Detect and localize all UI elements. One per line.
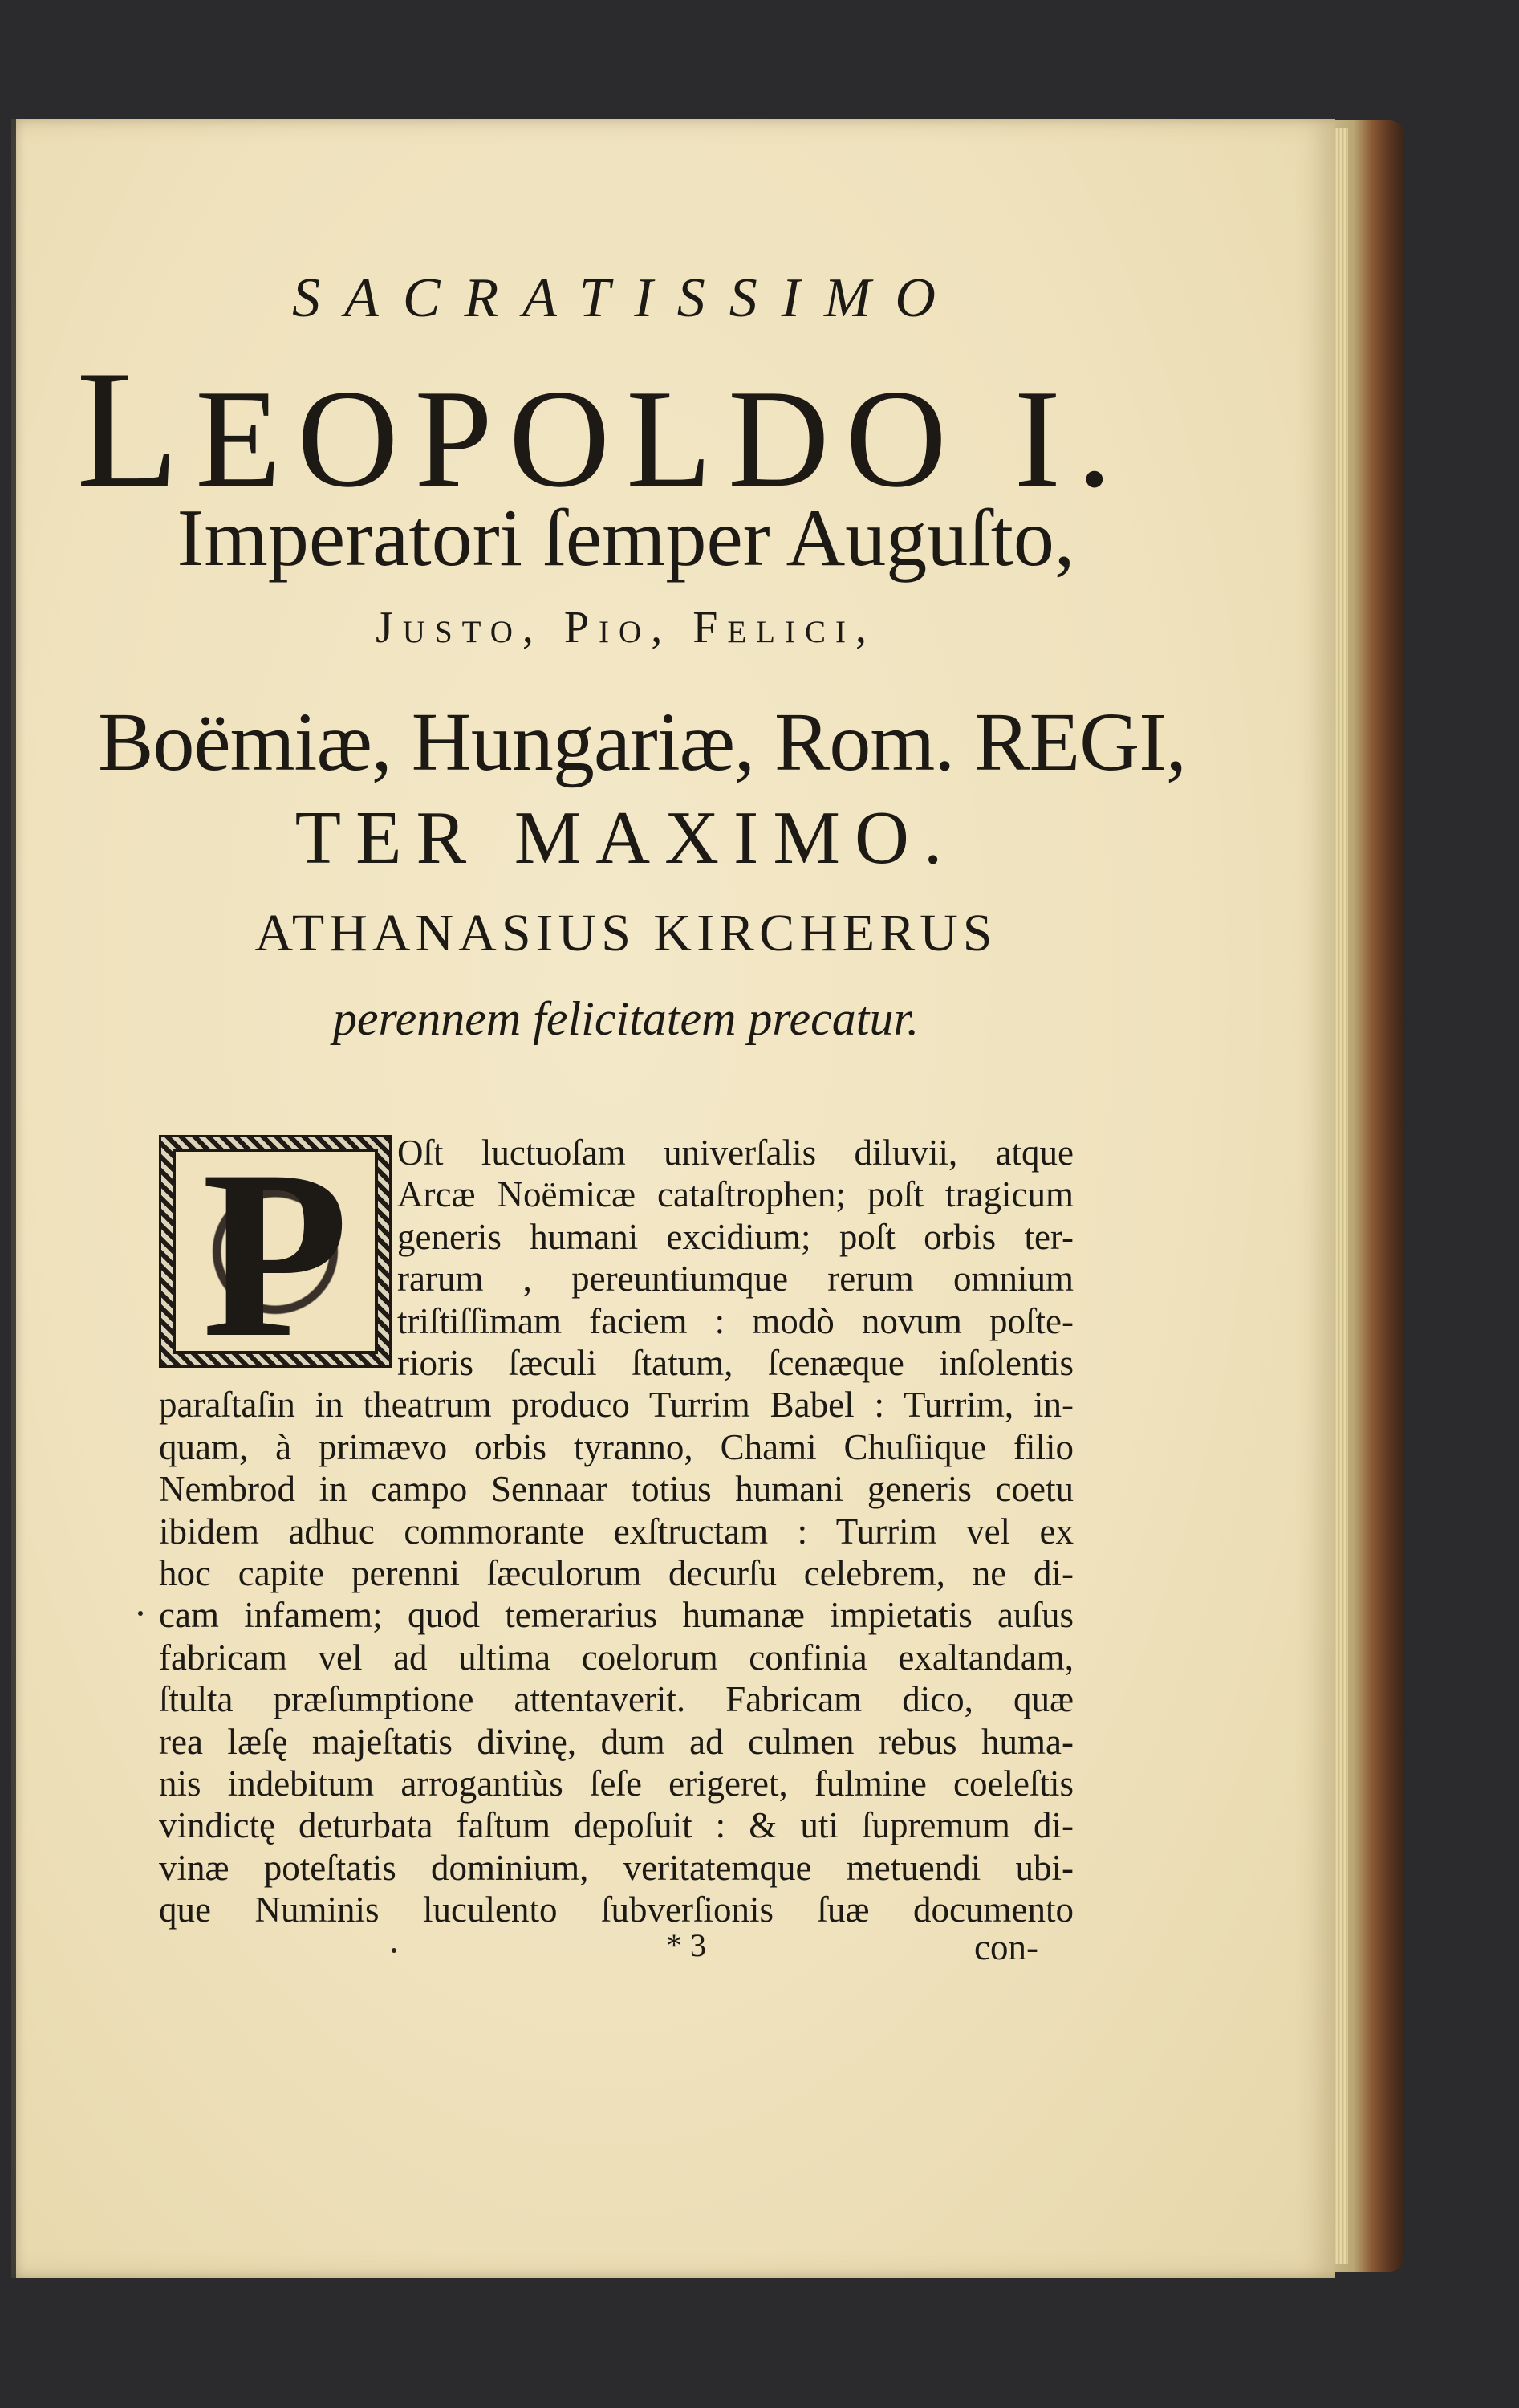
dedication-imperatori: Imperatori ſemper Auguſto, <box>177 493 1075 584</box>
page-gutter <box>11 119 16 2278</box>
body-line: generis humani excidium; poſt orbis ter- <box>397 1216 1074 1257</box>
body-line: que Numinis luculento ſubverſionis ſuæ documento <box>159 1889 1074 1930</box>
dedication-sacratissimo: SACRATISSIMO <box>292 267 960 329</box>
body-line: triſtiſſimam faciem : modò novum poſte- <box>397 1300 1074 1341</box>
dedication-iusto: Justo, Pio, Felici, <box>375 603 876 653</box>
dedication-author: ATHANASIUS KIRCHERUS <box>254 904 997 962</box>
body-line: Arcæ Noëmicæ cataſtrophen; poſt tragicum <box>397 1174 1074 1215</box>
body-line: cam infamem; quod temerarius humanæ impietatis auſus <box>159 1595 1074 1636</box>
body-line: quam, à primævo orbis tyranno, Chami Chuſiique filio <box>159 1426 1074 1467</box>
leopoldo-rest: EOPOLDO I. <box>195 360 1128 516</box>
dedication-leopoldo <box>76 336 1216 523</box>
decorated-initial <box>159 1121 392 1387</box>
dedication-ter-maximo: TER MAXIMO. <box>294 796 957 880</box>
dedication-perennem: perennem felicitatem precatur. <box>332 992 920 1045</box>
margin-dot <box>138 1611 143 1616</box>
signature-mark: * 3 <box>666 1927 706 1963</box>
body-line: ſtulta præſumptione attentaverit. Fabricam dico, quæ <box>159 1679 1074 1720</box>
body-line: paraſtaſin in theatrum produco Turrim Babel : Turrim, in- <box>159 1385 1074 1426</box>
body-line: rea læſę majeſtatis divinę, dum ad culmen rebus huma- <box>159 1721 1074 1762</box>
catchword: con- <box>974 1927 1038 1967</box>
body-line: vinæ poteſtatis dominium, veritatemque metuendi ubi- <box>159 1847 1074 1888</box>
leopoldo-capital: L <box>76 336 196 523</box>
initial-letter: P <box>201 1121 349 1387</box>
body-line: fabricam vel ad ultima coelorum confinia exaltandam, <box>159 1637 1074 1678</box>
body-line: ibidem adhuc commorante exſtructam : Turrim vel ex <box>159 1511 1074 1552</box>
body-line: nis indebitum arrogantiùs ſeſe erigeret, fulmine coeleſtis <box>159 1763 1074 1804</box>
body-line: vindictę deturbata faſtum depoſuit : & uti ſupremum di- <box>159 1805 1074 1846</box>
body-line: Nembrod in campo Sennaar totius humani generis coetu <box>159 1469 1074 1510</box>
body-line: Oſt luctuoſam univerſalis diluvii, atque <box>397 1133 1074 1173</box>
body-line: hoc capite perenni ſæculorum decurſu celebrem, ne di- <box>159 1553 1074 1593</box>
body-line: rioris ſæculi ſtatum, ſcenæque inſolentis <box>397 1343 1074 1383</box>
margin-dot <box>392 1948 396 1953</box>
dedication-boemiae: Boëmiæ, Hungariæ, Rom. REGI, <box>98 696 1186 788</box>
body-line: rarum , pereuntiumque rerum omnium <box>397 1259 1074 1300</box>
